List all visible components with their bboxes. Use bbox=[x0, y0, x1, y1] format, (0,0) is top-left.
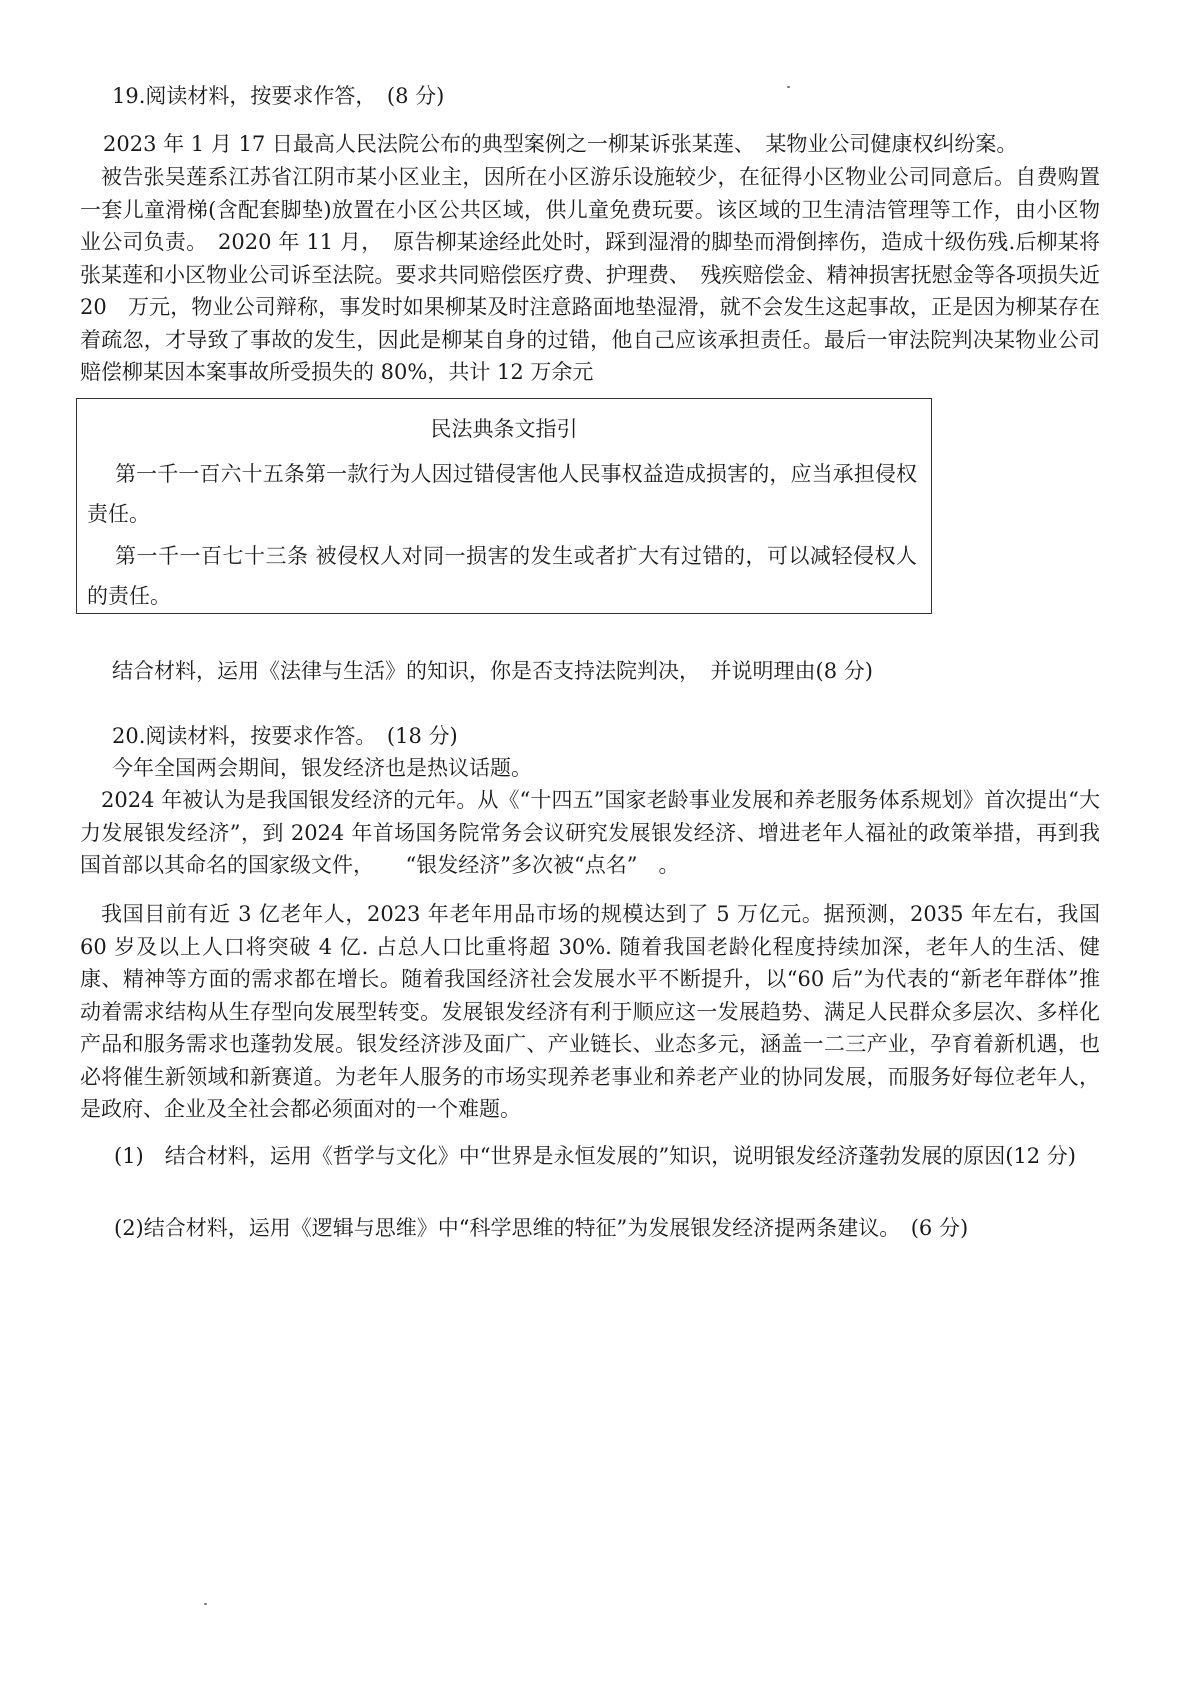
civil-code-box bbox=[76, 398, 932, 614]
q20-subquestion-2: (2)结合材料，运用《逻辑与思维》中“科学思维的特征”为发展银发经济提两条建议。 (6 分) bbox=[114, 1216, 969, 1240]
q20-header: 20.阅读材料，按要求作答。 (18 分) bbox=[112, 724, 458, 748]
civil-code-article-1165: 第一千一百六十五条第一款行为人因过错侵害他人民事权益造成损害的，应当承担侵权责任。 bbox=[87, 462, 917, 526]
q20-para-1: 2024 年被认为是我国银发经济的元年。从《“十四五”国家老龄事业发展和养老服务体系规划》首次提出“大力发展银发经济”，到 2024 年首场国务院常务会议研究发展银发经济、增进老年人福祉的政策举措，再到我国首部以其命名的国家级文件， “银发经济”多次被“点名” 。 bbox=[80, 788, 1100, 877]
civil-code-article-1173: 第一千一百七十三条 被侵权人对同一损害的发生或者扩大有过错的，可以减轻侵权人的责任。 bbox=[87, 544, 917, 608]
scan-speck bbox=[787, 86, 790, 88]
q19-header: 19.阅读材料，按要求作答， (8 分) bbox=[112, 84, 445, 108]
q19-body: 被告张吴莲系江苏省江阴市某小区业主，因所在小区游乐设施较少，在征得小区物业公司同意后。自费购置一套儿童滑梯(含配套脚垫)放置在小区公共区域，供儿童免费玩要。该区域的卫生清洁管理等工作，由小区物业公司负责。 2020 年 11 月， 原告柳某途经此处时，踩到湿滑的脚垫而滑倒摔伤，造成十级伤残.后柳某将张某莲和小区物业公司诉至法院。要求共同赔偿医疗费、护理费、 残疾赔偿金、精神损害抚慰金等各项损失近 20 万元，物业公司辩称，事发时如果柳某及时注意路面地垫湿滑，就不会发生这起事故，正是因为柳某存在着疏忽，才导致了事故的发生，因此是柳某自身的过错，他自己应该承担责任。最后一审法院判决某物业公司赔偿柳某因本案事故所受损失的 80%，共计 12 万余元 bbox=[80, 165, 1121, 384]
scan-speck bbox=[204, 1603, 207, 1605]
q20-intro: 今年全国两会期间，银发经济也是热议话题。 bbox=[112, 756, 532, 780]
civil-code-box-title: 民法典条文指引 bbox=[430, 417, 578, 441]
q20-para-2: 我国目前有近 3 亿老年人，2023 年老年用品市场的规模达到了 5 万亿元。据预测，2035 年左右，我国 60 岁及以上人口将突破 4 亿. 占总人口比重将超 30%. 随着我国老龄化程度持续加深，老年人的生活、健康、精神等方面的需求都在增长。随着我国经济社会发展水平不断提升，以“60 后”为代表的“新老年群体”推动着需求结构从生存型向发展型转变。发展银发经济有利于顺应这一发展趋势、满足人民群众多层次、多样化产品和服务需求也蓬勃发展。银发经济涉及面广、产业链长、业态多元，涵盖一二三产业，孕育着新机遇，也必将催生新领域和新赛道。为老年人服务的市场实现养老事业和养老产业的协同发展，而服务好每位老年人，是政府、企业及全社会都必须面对的一个难题。 bbox=[80, 902, 1100, 1121]
q19-question: 结合材料，运用《法律与生活》的知识，你是否支持法院判决， 并说明理由(8 分) bbox=[112, 659, 873, 683]
q20-subquestion-1: (1) 结合材料，运用《哲学与文化》中“世界是永恒发展的”知识，说明银发经济蓬勃发展的原因(12 分) bbox=[114, 1144, 1076, 1168]
q19-intro: 2023 年 1 月 17 日最高人民法院公布的典型案例之一柳某诉张某莲、 某物业公司健康权纠纷案。 bbox=[103, 132, 1018, 156]
